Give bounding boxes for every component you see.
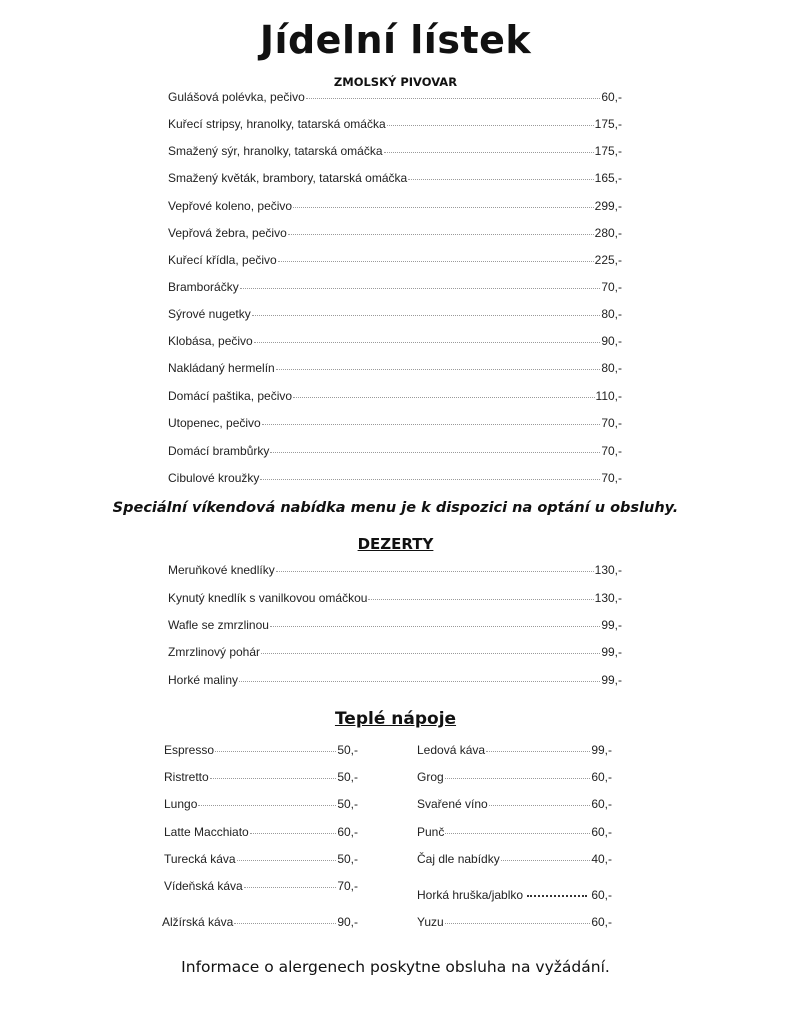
- item-price: 50,-: [337, 852, 358, 866]
- menu-item: [417, 743, 612, 759]
- menu-item: [168, 334, 622, 350]
- dot-leader: [293, 207, 594, 208]
- item-name: Domácí brambůrky: [168, 444, 270, 458]
- dot-leader: [262, 424, 601, 425]
- menu-item: [168, 307, 622, 323]
- item-price: 40,-: [591, 852, 612, 866]
- item-price: 90,-: [601, 334, 622, 348]
- item-price: 99,-: [601, 673, 622, 687]
- dot-leader: [215, 751, 336, 752]
- item-name: Vepřová žebra, pečivo: [168, 226, 287, 240]
- item-name: Vídeňská káva: [164, 879, 243, 893]
- menu-item: [168, 253, 622, 269]
- item-name: Espresso: [164, 743, 215, 757]
- item-price: 70,-: [601, 471, 622, 485]
- dot-leader: [489, 805, 591, 806]
- item-name: Meruňkové knedlíky: [168, 563, 275, 577]
- dot-leader: [288, 234, 594, 235]
- item-price: 50,-: [337, 797, 358, 811]
- dot-leader: [270, 626, 600, 627]
- item-name: Wafle se zmrzlinou: [168, 618, 269, 632]
- item-name: Nakládaný hermelín: [168, 361, 275, 375]
- desserts-heading: DEZERTY: [357, 535, 434, 553]
- item-price: 299,-: [594, 199, 622, 213]
- menu-item: [168, 117, 622, 133]
- item-name: Bramboráčky: [168, 280, 239, 294]
- hot-drinks-heading: Teplé nápoje: [334, 709, 457, 729]
- dot-leader: [252, 315, 601, 316]
- item-name: Turecká káva: [164, 852, 236, 866]
- dot-leader: [387, 125, 594, 126]
- dot-leader: [254, 342, 601, 343]
- item-name: Čaj dle nabídky: [417, 852, 500, 866]
- menu-item: [164, 743, 358, 759]
- item-price: 50,-: [337, 743, 358, 757]
- item-name: Punč: [417, 825, 445, 839]
- dot-leader: [234, 923, 336, 924]
- menu-item: [168, 444, 622, 460]
- item-name: Latte Macchiato: [164, 825, 249, 839]
- item-name: Horké maliny: [168, 673, 239, 687]
- item-price: 175,-: [594, 117, 622, 131]
- item-name: Zmrzlinový pohár: [168, 645, 261, 659]
- dot-leader: [501, 860, 591, 861]
- dot-leader: [368, 599, 593, 600]
- menu-item: [164, 852, 358, 868]
- item-price: 70,-: [337, 879, 358, 893]
- dot-leader: [276, 369, 601, 370]
- menu-item: [168, 416, 622, 432]
- menu-item: [168, 673, 622, 689]
- item-name: Kuřecí křídla, pečivo: [168, 253, 277, 267]
- item-name: Yuzu: [417, 915, 444, 929]
- item-price: 60,-: [591, 888, 612, 902]
- item-price: 130,-: [594, 591, 622, 605]
- menu-item: [417, 825, 612, 841]
- dot-leader: [276, 571, 594, 572]
- item-price: 130,-: [594, 563, 622, 577]
- weekend-offer-note: Speciální víkendová nabídka menu je k dispozici na optání u obsluhy.: [112, 500, 679, 516]
- item-price: 70,-: [601, 444, 622, 458]
- dot-leader: [384, 152, 594, 153]
- page-title: Jídelní lístek: [259, 18, 532, 62]
- item-price: 80,-: [601, 361, 622, 375]
- dot-leader: [527, 895, 587, 897]
- item-price: 60,-: [591, 770, 612, 784]
- dot-leader: [244, 887, 337, 888]
- item-name: Smažený květák, brambory, tatarská omáčka: [168, 171, 408, 185]
- item-price: 90,-: [337, 915, 358, 929]
- menu-item: [168, 471, 622, 487]
- allergen-info-footer: Informace o alergenech poskytne obsluha na vyžádání.: [181, 958, 610, 976]
- item-price: 60,-: [591, 915, 612, 929]
- menu-item: [168, 280, 622, 296]
- item-name: Smažený sýr, hranolky, tatarská omáčka: [168, 144, 383, 158]
- dot-leader: [445, 833, 590, 834]
- item-price: 50,-: [337, 770, 358, 784]
- item-name: Kuřecí stripsy, hranolky, tatarská omáčka: [168, 117, 386, 131]
- menu-item: [168, 226, 622, 242]
- menu-item: [417, 770, 612, 786]
- item-price: 99,-: [601, 645, 622, 659]
- item-name: Ristretto: [164, 770, 209, 784]
- dot-leader: [250, 833, 337, 834]
- dot-leader: [239, 681, 600, 682]
- item-price: 60,-: [591, 797, 612, 811]
- dot-leader: [408, 179, 593, 180]
- item-price: 110,-: [595, 389, 622, 403]
- item-price: 60,-: [337, 825, 358, 839]
- menu-item: [168, 618, 622, 634]
- item-price: 165,-: [594, 171, 622, 185]
- menu-item: [417, 797, 612, 813]
- menu-item: [417, 852, 612, 868]
- item-name: Horká hruška/jablko: [417, 888, 524, 902]
- dot-leader: [306, 98, 601, 99]
- dot-leader: [198, 805, 336, 806]
- dot-leader: [260, 479, 600, 480]
- item-name: Alžírská káva: [162, 915, 234, 929]
- dot-leader: [240, 288, 601, 289]
- menu-item: [162, 915, 358, 931]
- item-name: Vepřové koleno, pečivo: [168, 199, 293, 213]
- item-name: Domácí paštika, pečivo: [168, 389, 293, 403]
- item-name: Kynutý knedlík s vanilkovou omáčkou: [168, 591, 368, 605]
- dot-leader: [237, 860, 337, 861]
- dot-leader: [261, 653, 600, 654]
- menu-item: [168, 144, 622, 160]
- dot-leader: [293, 397, 594, 398]
- menu-item: [164, 825, 358, 841]
- item-price: 60,-: [601, 90, 622, 104]
- item-price: 280,-: [594, 226, 622, 240]
- menu-item: [164, 797, 358, 813]
- item-price: 175,-: [594, 144, 622, 158]
- dot-leader: [486, 751, 590, 752]
- item-price: 225,-: [594, 253, 622, 267]
- item-name: Ledová káva: [417, 743, 486, 757]
- item-name: Klobása, pečivo: [168, 334, 253, 348]
- item-name: Grog: [417, 770, 444, 784]
- dot-leader: [278, 261, 594, 262]
- menu-item: [168, 90, 622, 106]
- item-price: 99,-: [601, 618, 622, 632]
- menu-item: [168, 563, 622, 579]
- menu-item: [417, 915, 612, 931]
- item-name: Svařené víno: [417, 797, 488, 811]
- dot-leader: [445, 778, 591, 779]
- item-price: 70,-: [601, 416, 622, 430]
- item-name: Cibulové kroužky: [168, 471, 260, 485]
- brewery-name: ZMOLSKÝ PIVOVAR: [333, 75, 458, 89]
- menu-item: [164, 770, 358, 786]
- menu-item: [168, 199, 622, 215]
- dot-leader: [445, 923, 591, 924]
- item-name: Utopenec, pečivo: [168, 416, 261, 430]
- item-price: 70,-: [601, 280, 622, 294]
- item-price: 99,-: [591, 743, 612, 757]
- item-price: 60,-: [591, 825, 612, 839]
- item-price: 80,-: [601, 307, 622, 321]
- menu-item: [417, 888, 612, 904]
- item-name: Lungo: [164, 797, 198, 811]
- menu-item: [168, 645, 622, 661]
- menu-item: [168, 591, 622, 607]
- item-name: Sýrové nugetky: [168, 307, 251, 321]
- dot-leader: [210, 778, 337, 779]
- menu-item: [168, 361, 622, 377]
- menu-item: [168, 171, 622, 187]
- menu-item: [164, 879, 358, 895]
- dot-leader: [270, 452, 600, 453]
- menu-item: [168, 389, 622, 405]
- item-name: Gulášová polévka, pečivo: [168, 90, 305, 104]
